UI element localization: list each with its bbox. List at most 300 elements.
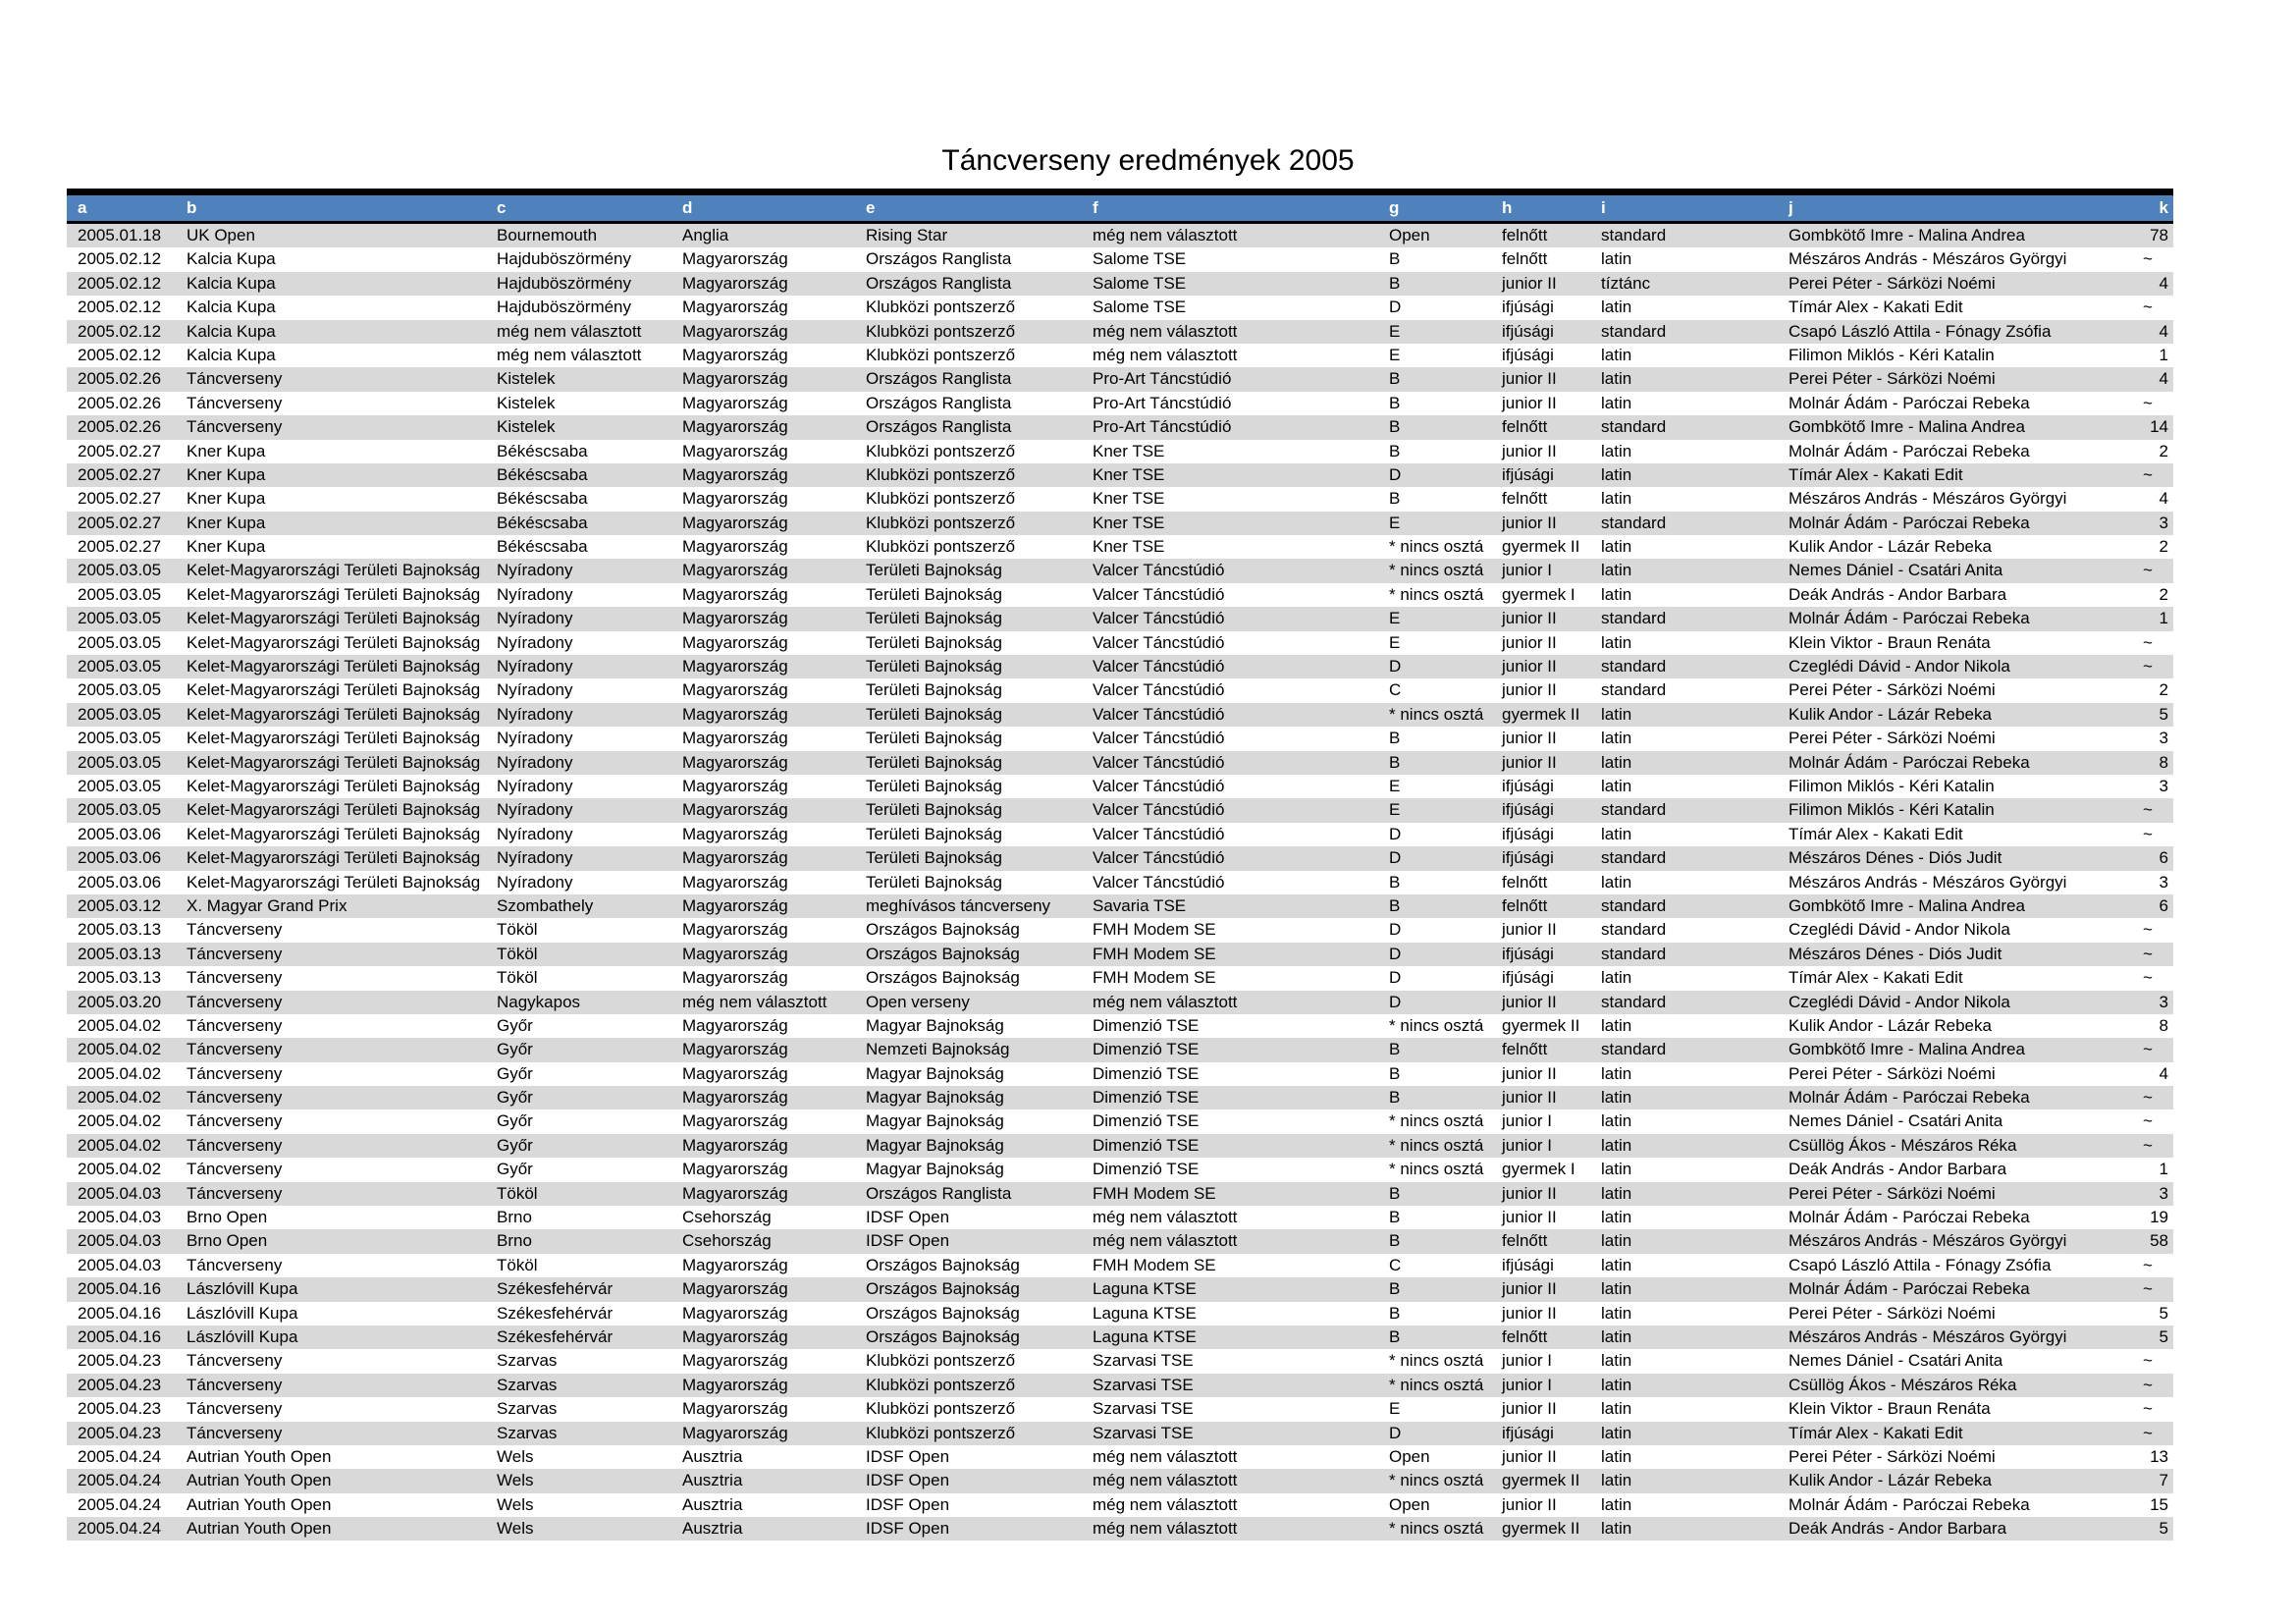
cell-b: Táncverseny bbox=[187, 1015, 283, 1035]
cell-d: Magyarország bbox=[682, 298, 788, 317]
cell-j: Molnár Ádám - Paróczai Rebeka bbox=[1789, 1279, 2030, 1299]
table-row bbox=[67, 512, 2173, 535]
cell-a: 2005.04.02 bbox=[78, 1135, 162, 1155]
cell-g: * nincs osztá bbox=[1389, 704, 1484, 724]
cell-e: Területi Bajnokság bbox=[866, 800, 1002, 820]
cell-f: Valcer Táncstúdió bbox=[1093, 752, 1225, 772]
cell-j: Perei Péter - Sárközi Noémi bbox=[1789, 1183, 1996, 1203]
cell-d: Magyarország bbox=[682, 1063, 788, 1083]
cell-g: E bbox=[1389, 632, 1401, 652]
table-row bbox=[67, 1325, 2173, 1349]
cell-c: Wels bbox=[497, 1519, 534, 1539]
cell-b: Kelet-Magyarországi Területi Bajnokság bbox=[187, 584, 481, 604]
cell-a: 2005.02.26 bbox=[78, 393, 162, 412]
cell-j: Kulik Andor - Lázár Rebeka bbox=[1789, 704, 1992, 724]
cell-e: Klubközi pontszerző bbox=[866, 345, 1016, 364]
cell-f: Savaria TSE bbox=[1093, 895, 1187, 915]
cell-b: Kelet-Magyarországi Területi Bajnokság bbox=[187, 657, 481, 676]
cell-j: Csüllög Ákos - Mészáros Réka bbox=[1789, 1135, 2017, 1155]
cell-i: standard bbox=[1601, 680, 1667, 700]
cell-f: Salome TSE bbox=[1093, 249, 1187, 269]
cell-b: Táncverseny bbox=[187, 1040, 283, 1059]
cell-a: 2005.04.23 bbox=[78, 1351, 162, 1371]
cell-j: Filimon Miklós - Kéri Katalin bbox=[1789, 800, 1995, 820]
cell-b: Táncverseny bbox=[187, 920, 283, 940]
cell-j: Tímár Alex - Kakati Edit bbox=[1789, 464, 1963, 484]
cell-j: Nemes Dániel - Csatári Anita bbox=[1789, 1111, 2003, 1131]
cell-d: Magyarország bbox=[682, 1351, 788, 1371]
cell-b: Kalcia Kupa bbox=[187, 273, 276, 293]
cell-e: Területi Bajnokság bbox=[866, 657, 1002, 676]
cell-d: Magyarország bbox=[682, 1135, 788, 1155]
table-row bbox=[67, 1422, 2173, 1445]
cell-k: 3 bbox=[2159, 872, 2168, 892]
cell-i: standard bbox=[1601, 920, 1667, 940]
cell-j: Filimon Miklós - Kéri Katalin bbox=[1789, 345, 1995, 364]
cell-d: még nem választott bbox=[682, 992, 828, 1011]
cell-c: még nem választott bbox=[497, 321, 642, 341]
column-header-j: j bbox=[1789, 198, 1793, 217]
cell-c: Szarvas bbox=[497, 1375, 558, 1394]
cell-h: junior II bbox=[1502, 1494, 1557, 1514]
table-row bbox=[67, 655, 2173, 678]
cell-k: ~ bbox=[2143, 561, 2153, 580]
cell-f: még nem választott bbox=[1093, 345, 1238, 364]
cell-k: 78 bbox=[2150, 226, 2168, 244]
cell-g: B bbox=[1389, 249, 1401, 269]
cell-k: 7 bbox=[2159, 1471, 2168, 1490]
table-row bbox=[67, 943, 2173, 966]
cell-b: Táncverseny bbox=[187, 393, 283, 412]
cell-g: * nincs osztá bbox=[1389, 1351, 1484, 1371]
cell-h: ifjúsági bbox=[1502, 1423, 1554, 1442]
column-header-h: h bbox=[1502, 198, 1513, 217]
cell-f: Kner TSE bbox=[1093, 489, 1165, 509]
cell-e: Területi Bajnokság bbox=[866, 729, 1002, 748]
cell-e: IDSF Open bbox=[866, 1208, 950, 1227]
cell-a: 2005.03.06 bbox=[78, 848, 162, 868]
cell-a: 2005.04.16 bbox=[78, 1303, 162, 1323]
cell-g: B bbox=[1389, 752, 1401, 772]
cell-g: * nincs osztá bbox=[1389, 1471, 1484, 1490]
cell-k: ~ bbox=[2143, 824, 2153, 843]
cell-j: Molnár Ádám - Paróczai Rebeka bbox=[1789, 609, 2030, 628]
cell-h: felnőtt bbox=[1502, 226, 1548, 244]
cell-g: E bbox=[1389, 1399, 1401, 1419]
cell-c: Nagykapos bbox=[497, 992, 581, 1011]
cell-a: 2005.03.06 bbox=[78, 824, 162, 843]
cell-g: E bbox=[1389, 345, 1401, 364]
cell-f: Valcer Táncstúdió bbox=[1093, 704, 1225, 724]
cell-a: 2005.04.16 bbox=[78, 1279, 162, 1299]
cell-b: UK Open bbox=[187, 226, 255, 244]
cell-d: Magyarország bbox=[682, 1399, 788, 1419]
cell-c: Brno bbox=[497, 1208, 532, 1227]
cell-g: C bbox=[1389, 680, 1402, 700]
cell-j: Deák András - Andor Barbara bbox=[1789, 1160, 2007, 1179]
cell-g: D bbox=[1389, 464, 1402, 484]
cell-e: Országos Bajnokság bbox=[866, 1255, 1020, 1274]
cell-e: Magyar Bajnokság bbox=[866, 1135, 1004, 1155]
cell-f: Dimenzió TSE bbox=[1093, 1135, 1200, 1155]
cell-j: Perei Péter - Sárközi Noémi bbox=[1789, 1063, 1996, 1083]
cell-h: junior II bbox=[1502, 273, 1557, 293]
cell-j: Mészáros András - Mészáros Györgyi bbox=[1789, 489, 2067, 509]
cell-f: FMH Modem SE bbox=[1093, 920, 1216, 940]
cell-k: ~ bbox=[2143, 944, 2153, 963]
cell-b: Táncverseny bbox=[187, 1063, 283, 1083]
cell-g: B bbox=[1389, 489, 1401, 509]
cell-a: 2005.04.02 bbox=[78, 1063, 162, 1083]
cell-k: ~ bbox=[2143, 1088, 2153, 1108]
table-row bbox=[67, 1206, 2173, 1229]
page-title: Táncverseny eredmények 2005 bbox=[941, 144, 1355, 177]
table-row bbox=[67, 871, 2173, 894]
cell-h: junior II bbox=[1502, 1399, 1557, 1419]
cell-k: 5 bbox=[2159, 704, 2168, 724]
cell-c: Kistelek bbox=[497, 393, 556, 412]
table-row bbox=[67, 1349, 2173, 1373]
cell-g: B bbox=[1389, 1088, 1401, 1108]
cell-e: Rising Star bbox=[866, 226, 948, 244]
cell-i: latin bbox=[1601, 1519, 1632, 1539]
cell-h: junior II bbox=[1502, 393, 1557, 412]
cell-i: latin bbox=[1601, 561, 1632, 580]
cell-f: Valcer Táncstúdió bbox=[1093, 609, 1225, 628]
cell-k: 19 bbox=[2150, 1208, 2168, 1227]
table-row bbox=[67, 392, 2173, 415]
cell-j: Filimon Miklós - Kéri Katalin bbox=[1789, 776, 1995, 795]
cell-b: Táncverseny bbox=[187, 1423, 283, 1442]
cell-f: FMH Modem SE bbox=[1093, 944, 1216, 963]
cell-g: * nincs osztá bbox=[1389, 1160, 1484, 1179]
cell-i: latin bbox=[1601, 729, 1632, 748]
cell-j: Molnár Ádám - Paróczai Rebeka bbox=[1789, 1088, 2030, 1108]
cell-f: Szarvasi TSE bbox=[1093, 1351, 1194, 1371]
cell-k: 3 bbox=[2159, 992, 2168, 1011]
table-row bbox=[67, 1014, 2173, 1038]
cell-g: * nincs osztá bbox=[1389, 561, 1484, 580]
cell-a: 2005.02.27 bbox=[78, 537, 162, 557]
table-row bbox=[67, 1086, 2173, 1109]
cell-f: Valcer Táncstúdió bbox=[1093, 584, 1225, 604]
cell-j: Czeglédi Dávid - Andor Nikola bbox=[1789, 657, 2010, 676]
cell-d: Magyarország bbox=[682, 968, 788, 988]
cell-f: Valcer Táncstúdió bbox=[1093, 848, 1225, 868]
cell-c: Békéscsaba bbox=[497, 537, 588, 557]
cell-i: latin bbox=[1601, 1351, 1632, 1371]
cell-g: B bbox=[1389, 1183, 1401, 1203]
cell-a: 2005.03.05 bbox=[78, 680, 162, 700]
cell-f: Pro-Art Táncstúdió bbox=[1093, 369, 1232, 389]
cell-g: D bbox=[1389, 657, 1402, 676]
cell-d: Magyarország bbox=[682, 513, 788, 532]
cell-d: Csehország bbox=[682, 1231, 772, 1251]
cell-i: latin bbox=[1601, 537, 1632, 557]
cell-h: gyermek II bbox=[1502, 537, 1580, 557]
cell-a: 2005.04.23 bbox=[78, 1423, 162, 1442]
cell-d: Magyarország bbox=[682, 609, 788, 628]
cell-j: Mészáros András - Mészáros Györgyi bbox=[1789, 1326, 2067, 1346]
cell-b: Kelet-Magyarországi Területi Bajnokság bbox=[187, 561, 481, 580]
cell-j: Perei Péter - Sárközi Noémi bbox=[1789, 1303, 1996, 1323]
table-row bbox=[67, 823, 2173, 846]
cell-b: Kner Kupa bbox=[187, 537, 266, 557]
cell-f: Valcer Táncstúdió bbox=[1093, 729, 1225, 748]
cell-d: Ausztria bbox=[682, 1471, 743, 1490]
cell-a: 2005.03.20 bbox=[78, 992, 162, 1011]
cell-h: felnőtt bbox=[1502, 417, 1548, 437]
cell-j: Czeglédi Dávid - Andor Nikola bbox=[1789, 992, 2010, 1011]
cell-g: D bbox=[1389, 1423, 1402, 1442]
cell-j: Molnár Ádám - Paróczai Rebeka bbox=[1789, 1494, 2030, 1514]
cell-b: Táncverseny bbox=[187, 1088, 283, 1108]
cell-k: 2 bbox=[2159, 584, 2168, 604]
cell-h: junior II bbox=[1502, 1446, 1557, 1466]
table-row bbox=[67, 1302, 2173, 1325]
cell-d: Magyarország bbox=[682, 417, 788, 437]
cell-h: felnőtt bbox=[1502, 1326, 1548, 1346]
cell-c: Tököl bbox=[497, 920, 538, 940]
table-row bbox=[67, 583, 2173, 607]
cell-c: Nyíradony bbox=[497, 704, 573, 724]
cell-d: Ausztria bbox=[682, 1519, 743, 1539]
cell-e: Országos Bajnokság bbox=[866, 1279, 1020, 1299]
cell-g: Open bbox=[1389, 1446, 1430, 1466]
cell-d: Magyarország bbox=[682, 1111, 788, 1131]
table-row bbox=[67, 1374, 2173, 1397]
cell-f: még nem választott bbox=[1093, 1519, 1238, 1539]
cell-i: standard bbox=[1601, 321, 1667, 341]
cell-b: Táncverseny bbox=[187, 1255, 283, 1274]
cell-j: Kulik Andor - Lázár Rebeka bbox=[1789, 1015, 1992, 1035]
cell-d: Magyarország bbox=[682, 1183, 788, 1203]
cell-b: X. Magyar Grand Prix bbox=[187, 895, 347, 915]
cell-f: Kner TSE bbox=[1093, 464, 1165, 484]
cell-e: Magyar Bajnokság bbox=[866, 1015, 1004, 1035]
table-row bbox=[67, 367, 2173, 391]
cell-c: Győr bbox=[497, 1135, 533, 1155]
cell-d: Magyarország bbox=[682, 1255, 788, 1274]
cell-j: Gombkötő Imre - Malina Andrea bbox=[1789, 1040, 2025, 1059]
cell-j: Tímár Alex - Kakati Edit bbox=[1789, 1423, 1963, 1442]
cell-h: ifjúsági bbox=[1502, 776, 1554, 795]
table-row bbox=[67, 247, 2173, 271]
cell-a: 2005.03.05 bbox=[78, 752, 162, 772]
column-header-c: c bbox=[497, 198, 507, 217]
cell-b: Táncverseny bbox=[187, 1111, 283, 1131]
cell-i: latin bbox=[1601, 1135, 1632, 1155]
cell-e: Területi Bajnokság bbox=[866, 872, 1002, 892]
cell-c: Békéscsaba bbox=[497, 441, 588, 460]
cell-b: Kelet-Magyarországi Területi Bajnokság bbox=[187, 848, 481, 868]
cell-e: Országos Ranglista bbox=[866, 1183, 1012, 1203]
cell-e: Országos Ranglista bbox=[866, 273, 1012, 293]
cell-g: * nincs osztá bbox=[1389, 1135, 1484, 1155]
cell-b: Brno Open bbox=[187, 1208, 268, 1227]
cell-i: latin bbox=[1601, 1446, 1632, 1466]
cell-f: még nem választott bbox=[1093, 992, 1238, 1011]
cell-d: Magyarország bbox=[682, 441, 788, 460]
cell-a: 2005.03.13 bbox=[78, 920, 162, 940]
cell-d: Magyarország bbox=[682, 321, 788, 341]
cell-e: Klubközi pontszerző bbox=[866, 1399, 1016, 1419]
cell-i: latin bbox=[1601, 489, 1632, 509]
cell-a: 2005.02.12 bbox=[78, 273, 162, 293]
cell-k: ~ bbox=[2143, 1375, 2153, 1394]
cell-i: latin bbox=[1601, 1255, 1632, 1274]
cell-j: Molnár Ádám - Paróczai Rebeka bbox=[1789, 752, 2030, 772]
cell-h: ifjúsági bbox=[1502, 848, 1554, 868]
cell-g: E bbox=[1389, 513, 1401, 532]
cell-i: latin bbox=[1601, 1160, 1632, 1179]
cell-f: Szarvasi TSE bbox=[1093, 1375, 1194, 1394]
cell-k: 58 bbox=[2150, 1231, 2168, 1251]
column-header-a: a bbox=[78, 198, 87, 217]
cell-a: 2005.02.27 bbox=[78, 441, 162, 460]
cell-k: 5 bbox=[2159, 1519, 2168, 1539]
cell-c: Nyíradony bbox=[497, 752, 573, 772]
cell-f: Salome TSE bbox=[1093, 273, 1187, 293]
cell-h: junior II bbox=[1502, 992, 1557, 1011]
cell-g: B bbox=[1389, 273, 1401, 293]
cell-f: Dimenzió TSE bbox=[1093, 1015, 1200, 1035]
table-row bbox=[67, 751, 2173, 775]
cell-a: 2005.02.26 bbox=[78, 369, 162, 389]
cell-i: latin bbox=[1601, 1231, 1632, 1251]
column-header-f: f bbox=[1093, 198, 1098, 217]
table-row bbox=[67, 1445, 2173, 1469]
cell-h: junior II bbox=[1502, 369, 1557, 389]
cell-i: standard bbox=[1601, 944, 1667, 963]
column-header-g: g bbox=[1389, 198, 1400, 217]
cell-i: standard bbox=[1601, 800, 1667, 820]
cell-c: Nyíradony bbox=[497, 609, 573, 628]
cell-j: Deák András - Andor Barbara bbox=[1789, 584, 2007, 604]
table-row bbox=[67, 894, 2173, 918]
cell-f: Valcer Táncstúdió bbox=[1093, 561, 1225, 580]
cell-f: FMH Modem SE bbox=[1093, 1255, 1216, 1274]
cell-g: * nincs osztá bbox=[1389, 1015, 1484, 1035]
cell-e: Területi Bajnokság bbox=[866, 680, 1002, 700]
cell-g: * nincs osztá bbox=[1389, 1519, 1484, 1539]
cell-f: még nem választott bbox=[1093, 1494, 1238, 1514]
cell-f: Szarvasi TSE bbox=[1093, 1423, 1194, 1442]
results-table bbox=[67, 189, 2173, 1541]
table-row bbox=[67, 415, 2173, 439]
cell-g: Open bbox=[1389, 226, 1430, 244]
cell-c: Kistelek bbox=[497, 417, 556, 437]
cell-e: Területi Bajnokság bbox=[866, 561, 1002, 580]
cell-k: 4 bbox=[2159, 369, 2168, 389]
cell-d: Magyarország bbox=[682, 895, 788, 915]
cell-d: Magyarország bbox=[682, 464, 788, 484]
cell-a: 2005.02.27 bbox=[78, 464, 162, 484]
cell-c: Nyíradony bbox=[497, 872, 573, 892]
cell-c: Győr bbox=[497, 1088, 533, 1108]
cell-f: Valcer Táncstúdió bbox=[1093, 872, 1225, 892]
cell-i: standard bbox=[1601, 848, 1667, 868]
table-row bbox=[67, 1397, 2173, 1421]
cell-h: junior II bbox=[1502, 1303, 1557, 1323]
cell-b: Táncverseny bbox=[187, 1183, 283, 1203]
cell-b: Táncverseny bbox=[187, 1160, 283, 1179]
table-row bbox=[67, 535, 2173, 559]
cell-e: Klubközi pontszerző bbox=[866, 537, 1016, 557]
table-row bbox=[67, 678, 2173, 702]
cell-k: 5 bbox=[2159, 1326, 2168, 1346]
cell-b: Kelet-Magyarországi Területi Bajnokság bbox=[187, 632, 481, 652]
table-row bbox=[67, 487, 2173, 511]
cell-k: 2 bbox=[2159, 680, 2168, 700]
cell-d: Magyarország bbox=[682, 1160, 788, 1179]
cell-e: Klubközi pontszerző bbox=[866, 441, 1016, 460]
cell-b: Kelet-Magyarországi Területi Bajnokság bbox=[187, 800, 481, 820]
cell-b: Kelet-Magyarországi Területi Bajnokság bbox=[187, 824, 481, 843]
cell-h: gyermek II bbox=[1502, 1471, 1580, 1490]
cell-k: ~ bbox=[2143, 298, 2153, 317]
cell-d: Magyarország bbox=[682, 1303, 788, 1323]
cell-b: Lászlóvill Kupa bbox=[187, 1279, 298, 1299]
cell-c: még nem választott bbox=[497, 345, 642, 364]
cell-c: Szombathely bbox=[497, 895, 594, 915]
cell-c: Nyíradony bbox=[497, 680, 573, 700]
cell-j: Molnár Ádám - Paróczai Rebeka bbox=[1789, 513, 2030, 532]
cell-h: felnőtt bbox=[1502, 895, 1548, 915]
cell-a: 2005.04.03 bbox=[78, 1255, 162, 1274]
cell-d: Magyarország bbox=[682, 632, 788, 652]
cell-i: latin bbox=[1601, 1015, 1632, 1035]
cell-b: Táncverseny bbox=[187, 968, 283, 988]
cell-i: latin bbox=[1601, 704, 1632, 724]
cell-a: 2005.03.13 bbox=[78, 944, 162, 963]
cell-g: * nincs osztá bbox=[1389, 1111, 1484, 1131]
cell-f: még nem választott bbox=[1093, 1471, 1238, 1490]
cell-i: latin bbox=[1601, 776, 1632, 795]
cell-f: Valcer Táncstúdió bbox=[1093, 776, 1225, 795]
table-row bbox=[67, 1062, 2173, 1086]
table-row bbox=[67, 631, 2173, 655]
cell-c: Nyíradony bbox=[497, 729, 573, 748]
cell-d: Magyarország bbox=[682, 1015, 788, 1035]
cell-j: Perei Péter - Sárközi Noémi bbox=[1789, 369, 1996, 389]
cell-k: 2 bbox=[2159, 537, 2168, 557]
cell-g: B bbox=[1389, 1040, 1401, 1059]
cell-c: Székesfehérvár bbox=[497, 1279, 614, 1299]
cell-i: latin bbox=[1601, 1326, 1632, 1346]
cell-e: Területi Bajnokság bbox=[866, 824, 1002, 843]
cell-g: B bbox=[1389, 1208, 1401, 1227]
cell-j: Mészáros András - Mészáros Györgyi bbox=[1789, 872, 2067, 892]
cell-b: Lászlóvill Kupa bbox=[187, 1303, 298, 1323]
cell-k: 2 bbox=[2159, 441, 2168, 460]
cell-d: Magyarország bbox=[682, 273, 788, 293]
table-row bbox=[67, 296, 2173, 319]
cell-g: B bbox=[1389, 872, 1401, 892]
table-row bbox=[67, 440, 2173, 463]
cell-i: latin bbox=[1601, 1423, 1632, 1442]
cell-k: ~ bbox=[2143, 657, 2153, 676]
cell-k: 15 bbox=[2150, 1494, 2168, 1514]
cell-g: B bbox=[1389, 1279, 1401, 1299]
cell-j: Klein Viktor - Braun Renáta bbox=[1789, 632, 1991, 652]
cell-k: 6 bbox=[2159, 848, 2168, 868]
cell-b: Kelet-Magyarországi Területi Bajnokság bbox=[187, 704, 481, 724]
cell-i: latin bbox=[1601, 632, 1632, 652]
cell-h: junior II bbox=[1502, 680, 1557, 700]
cell-i: latin bbox=[1601, 393, 1632, 412]
cell-k: 8 bbox=[2159, 752, 2168, 772]
